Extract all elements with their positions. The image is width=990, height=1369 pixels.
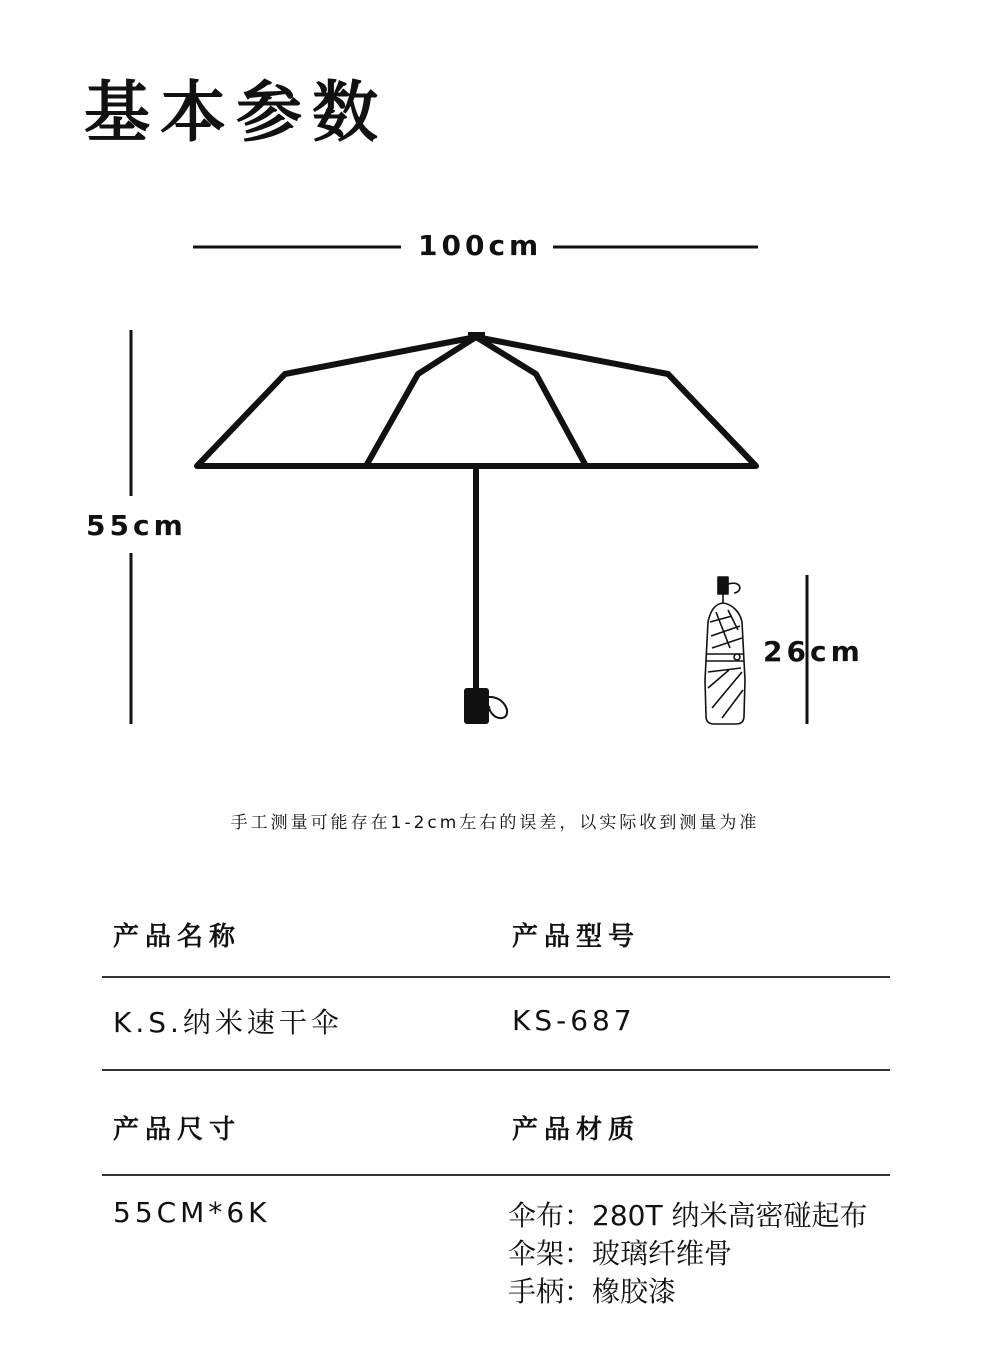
product-name-heading: 产品名称 [113,922,242,952]
product-material-heading: 产品材质 [512,1115,641,1145]
folded-umbrella-icon [705,577,745,724]
product-model-value: KS-687 [512,1004,636,1037]
product-size-heading: 产品尺寸 [113,1115,242,1145]
product-size-value: 55CM*6K [113,1196,271,1229]
table-divider [102,1069,890,1071]
material-handle: 手柄：橡胶漆 [508,1275,677,1308]
height-label: 55cm [86,509,187,542]
product-name-value: K.S.纳米速干伞 [113,1006,343,1039]
table-divider [102,976,890,978]
material-canopy: 伞布：280T 纳米高密碰起布 [508,1199,868,1232]
page-title: 基本参数 [84,74,388,151]
width-label: 100cm [418,229,543,262]
table-divider [102,1174,890,1176]
open-umbrella-icon [197,337,756,690]
material-frame: 伞架：玻璃纤维骨 [508,1237,733,1270]
product-model-heading: 产品型号 [512,922,641,952]
folded-height-label: 26cm [763,635,864,668]
product-material-values [508,1197,867,1311]
measurement-note: 手工测量可能存在1-2cm左右的误差，以实际收到测量为准 [230,813,760,833]
wrist-strap-icon [489,697,507,718]
umbrella-tip-icon [468,332,485,340]
umbrella-handle-icon [464,688,489,724]
